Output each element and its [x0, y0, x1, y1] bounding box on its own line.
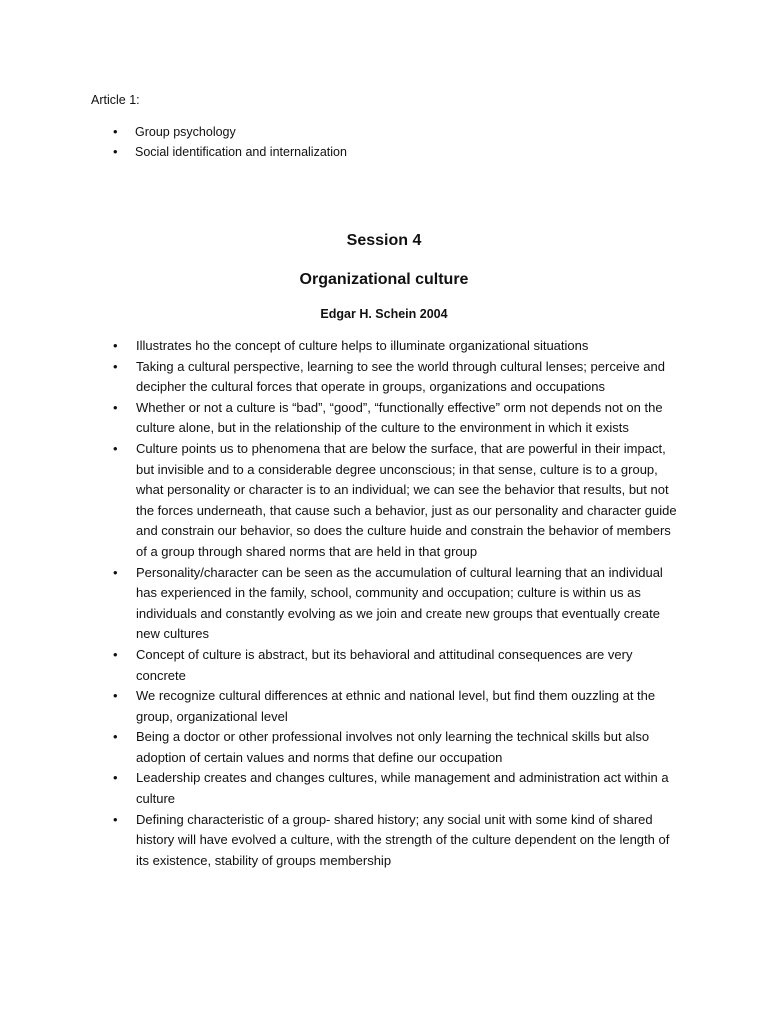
list-item: • Whether or not a culture is “bad”, “good”, “functionally effective” orm not depends not on the culture alone, but in the relationship of the culture to the environment in which it exists [113, 398, 683, 439]
session-title: Session 4 [346, 232, 422, 249]
list-item: • We recognize cultural differences at ethnic and national level, but find them ouzzling at the group, organizational level [113, 686, 683, 727]
list-item: • Leadership creates and changes cultures, while management and administration act within a culture [113, 768, 683, 809]
article-topics-list [113, 122, 347, 162]
notes-bullet-list [113, 336, 683, 871]
list-item: • Illustrates ho the concept of culture helps to illuminate organizational situations [113, 336, 683, 357]
list-item: • Taking a cultural perspective, learning to see the world through cultural lenses; perceive and decipher the cultural forces that operate in groups, organizations and occupations [113, 357, 683, 398]
article-heading: Article 1: [91, 93, 140, 107]
list-item: • Concept of culture is abstract, but its behavioral and attitudinal consequences are very concrete [113, 645, 683, 686]
list-item: • Culture points us to phenomena that are below the surface, that are powerful in their impact, but invisible and to a considerable degree unconscious; in that sense, culture is to a group, what personality or character is to an individual; we can see the behavior that results, but not the forces underneath, that cause such a behavior, just as our personality and character guide and constrain our behavior, so does the culture huide and constrain the behavior of members of a group through shared norms that are held in that group [113, 439, 683, 563]
author-line: Edgar H. Schein 2004 [320, 307, 448, 321]
list-item: • Group psychology [113, 122, 347, 142]
list-item: • Social identification and internalization [113, 142, 347, 162]
list-item: • Personality/character can be seen as the accumulation of cultural learning that an individual has experienced in the family, school, community and occupation; culture is within us as individuals and constantly evolving as we join and create new groups that eventually create new cultures [113, 563, 683, 645]
list-item: • Defining characteristic of a group- shared history; any social unit with some kind of shared history will have evolved a culture, with the strength of the culture dependent on the length of its existence, stability of groups membership [113, 810, 683, 872]
section-title: Organizational culture [299, 271, 469, 288]
list-item: • Being a doctor or other professional involves not only learning the technical skills but also adoption of certain values and norms that define our occupation [113, 727, 683, 768]
